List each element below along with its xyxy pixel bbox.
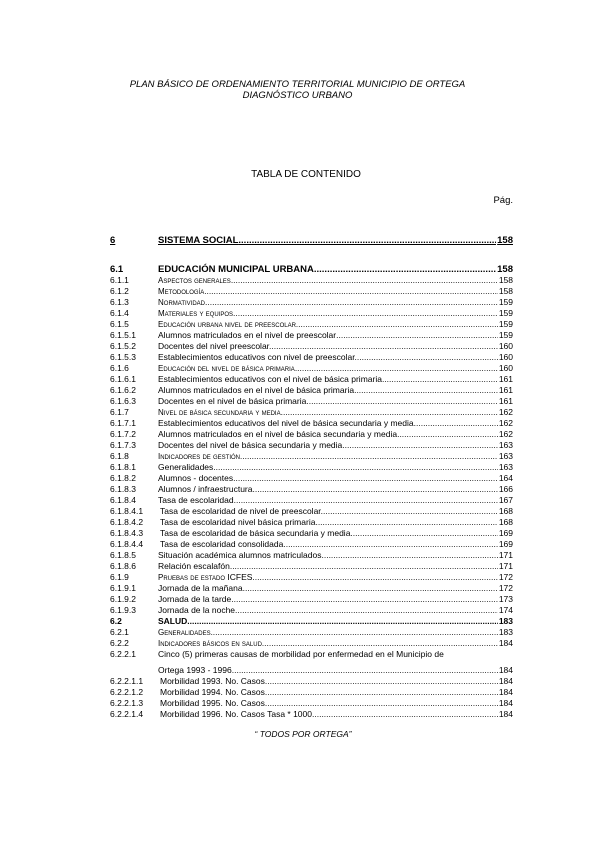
entry-label: Morbilidad 1994. No. Casos [160, 687, 265, 697]
entry-number: 6.1.5 [110, 319, 129, 329]
entry-number: 6.1.7.2 [110, 429, 136, 439]
toc-entry[interactable] [110, 594, 513, 605]
entry-page: 168 [498, 506, 513, 516]
entry-page: 168 [498, 517, 513, 527]
entry-number: 6.1.9.1 [110, 583, 136, 593]
entry-label: Normatividad [158, 298, 206, 307]
entry-page: 166 [498, 484, 513, 494]
dot-leader [233, 308, 498, 319]
entry-label: Cinco (5) primeras causas de morbilidad por enfermedad en el Municipio de [158, 649, 444, 659]
entry-label: Morbilidad 1996. No. Casos Tasa * 1000 [160, 709, 312, 719]
entry-label: Generalidades [158, 462, 214, 472]
toc-entry[interactable] [110, 363, 513, 374]
entry-number: 6.1.2 [110, 286, 129, 296]
dot-leader [354, 385, 498, 396]
entry-number: 6.1.9.2 [110, 594, 136, 604]
toc-entry[interactable] [110, 352, 513, 363]
entry-number: 6.1.6.2 [110, 385, 136, 395]
dot-leader [213, 627, 498, 638]
entry-page: 171 [498, 550, 513, 560]
entry-number: 6.1.8.3 [110, 484, 136, 494]
entry-label: Tasa de escolaridad nivel básica primaria. [160, 517, 318, 527]
entry-label: Docentes del nivel preescolar. [158, 341, 272, 351]
toc-entry[interactable] [110, 275, 513, 286]
toc-entry[interactable] [110, 528, 513, 539]
toc-entry[interactable] [110, 319, 513, 330]
entry-label: SISTEMA SOCIAL [158, 235, 239, 246]
toc-entry[interactable] [110, 539, 513, 550]
toc-entry[interactable] [110, 418, 513, 429]
toc-entry[interactable] [110, 649, 513, 660]
toc-title: TABLA DE CONTENIDO [251, 169, 361, 180]
entry-label: Tasa de escolaridad de básica secundaria y media [160, 528, 351, 538]
entry-page: 184 [498, 687, 513, 697]
entry-page: 174 [498, 605, 513, 615]
entry-number: 6.2.2.1.1 [110, 676, 144, 686]
entry-label: Alumnos matriculados en el nivel de básica primaria [158, 385, 355, 395]
toc-entry[interactable] [110, 286, 513, 297]
dot-leader [312, 709, 498, 720]
toc-entry[interactable] [110, 330, 513, 341]
dot-leader [242, 451, 498, 462]
toc-entry[interactable] [110, 451, 513, 462]
entry-label: Materiales y equipos [158, 309, 234, 318]
entry-label: Jornada de la mañana. [158, 583, 245, 593]
dot-leader [245, 583, 498, 594]
entry-page: 184 [498, 698, 513, 708]
toc-entry[interactable] [110, 407, 513, 418]
entry-page: 169 [498, 539, 513, 549]
toc-entry[interactable] [110, 550, 513, 561]
entry-page: 159 [498, 308, 513, 318]
entry-number: 6.1.7.1 [110, 418, 136, 428]
entry-label: Tasa de escolaridad de nivel de preescolar. [160, 506, 324, 516]
entry-number: 6.1.4 [110, 308, 129, 318]
entry-number: 6.2.2.1.4 [110, 709, 144, 719]
dot-leader [286, 539, 498, 550]
entry-page: 163 [498, 440, 513, 450]
dot-leader [271, 341, 497, 352]
entry-page: 184 [498, 638, 513, 648]
entry-label: Docentes del nivel de básica secundaria y media. [158, 440, 345, 450]
toc-entry[interactable] [110, 676, 513, 687]
entry-number: 6.2 [110, 616, 122, 626]
entry-label: Alumnos matriculados en el nivel de preescolar [158, 330, 337, 340]
entry-number: 6.1.6.1 [110, 374, 136, 384]
entry-page: 162 [498, 407, 513, 417]
dot-leader [298, 319, 498, 330]
entry-page: 184 [498, 676, 513, 686]
dot-leader [416, 418, 498, 429]
entry-label: Alumnos - docentes. [158, 473, 236, 483]
toc-entry[interactable] [110, 572, 513, 583]
entry-number: 6.1.6.3 [110, 396, 136, 406]
entry-label: Morbilidad 1995. No. Casos [160, 698, 265, 708]
toc-entry[interactable] [110, 605, 513, 616]
dot-leader [306, 396, 497, 407]
dot-leader [345, 440, 498, 451]
toc-entry[interactable] [110, 297, 513, 308]
entry-number: 6.1.9.3 [110, 605, 136, 615]
dot-leader [281, 407, 498, 418]
entry-number: 6.2.2.1 [110, 649, 136, 659]
dot-leader [235, 605, 498, 616]
entry-label: Tasa de escolaridad consolidada. [160, 539, 286, 549]
entry-label: Pruebas de estado ICFES. [158, 572, 255, 582]
entry-label: Alumnos matriculados en el nivel de básica secundaria y media [158, 429, 398, 439]
entry-label: Situación académica alumnos matriculados [158, 550, 322, 560]
entry-label: EDUCACIÓN MUNICIPAL URBANA [158, 264, 314, 275]
entry-page: 161 [498, 396, 513, 406]
entry-number: 6.1.7.3 [110, 440, 136, 450]
entry-page: 162 [498, 429, 513, 439]
entry-label: Aspectos generales [158, 276, 231, 285]
toc-entry[interactable] [110, 374, 513, 385]
dot-leader [265, 676, 498, 687]
entry-number: 6.1.7 [110, 407, 129, 417]
toc-entry[interactable] [110, 561, 513, 572]
toc-entry[interactable] [110, 473, 513, 484]
dot-leader [206, 286, 497, 297]
toc-entry[interactable] [110, 506, 513, 517]
entry-label: Educación del nivel de básica primaria [158, 364, 295, 373]
entry-page: 160 [498, 341, 513, 351]
entry-label: Jornada de la tarde. [158, 594, 234, 604]
dot-leader [314, 264, 496, 275]
dot-leader [213, 462, 498, 473]
toc-entry[interactable] [110, 440, 513, 451]
entry-number: 6.1.5.3 [110, 352, 136, 362]
dot-leader [255, 484, 498, 495]
entry-number: 6.1.8 [110, 451, 129, 461]
entry-page: 167 [498, 495, 513, 505]
page-column-label: Pág. [493, 195, 513, 206]
entry-page: 163 [498, 451, 513, 461]
entry-label: Alumnos / infraestructura. [158, 484, 255, 494]
toc-entry[interactable] [110, 698, 513, 709]
entry-page: 169 [498, 528, 513, 538]
toc-entry[interactable] [110, 341, 513, 352]
toc-entry[interactable] [110, 308, 513, 319]
entry-page: 163 [498, 462, 513, 472]
dot-leader [234, 495, 498, 506]
toc-entry[interactable] [110, 517, 513, 528]
entry-number: 6.1.5.1 [110, 330, 136, 340]
entry-page: 184 [498, 665, 513, 675]
dot-leader [357, 352, 498, 363]
dot-leader [321, 550, 497, 561]
dot-leader [205, 297, 498, 308]
dot-leader [235, 473, 497, 484]
dot-leader [265, 698, 498, 709]
toc-entry[interactable] [110, 429, 513, 440]
entry-page: 184 [498, 709, 513, 719]
dot-leader [230, 561, 498, 572]
entry-number: 6.1.8.4.3 [110, 528, 144, 538]
entry-label: Establecimientos educativos con el nivel de básica primaria. [158, 374, 385, 384]
entry-number: 6.1.8.4.4 [110, 539, 144, 549]
entry-number: 6.1.8.4.1 [110, 506, 144, 516]
entry-label: Generalidades. [158, 628, 213, 637]
header-title: PLAN BÁSICO DE ORDENAMIENTO TERRITORIAL MUNICIPIO DE ORTEGA [129, 79, 466, 90]
entry-label: Metodología. [158, 287, 207, 296]
entry-page: 158 [498, 286, 513, 296]
entry-number: 6.1.8.6 [110, 561, 136, 571]
dot-leader [265, 687, 498, 698]
entry-page: 158 [498, 275, 513, 285]
toc-entry[interactable] [110, 687, 513, 698]
dot-leader [231, 275, 498, 286]
toc-entry-continuation[interactable] [110, 665, 513, 676]
entry-number: 6.1.8.2 [110, 473, 136, 483]
entry-number: 6.1 [110, 264, 124, 275]
toc-entry[interactable] [110, 235, 513, 246]
toc-entry[interactable] [110, 462, 513, 473]
footer-motto: “ TODOS POR ORTEGA” [254, 729, 352, 739]
entry-page: 162 [498, 418, 513, 428]
entry-number: 6.1.8.5 [110, 550, 136, 560]
entry-page: 164 [498, 473, 513, 483]
entry-page: 160 [498, 352, 513, 362]
entry-page: 160 [498, 363, 513, 373]
entry-number: 6.1.8.4.2 [110, 517, 144, 527]
toc-entry[interactable] [110, 709, 513, 720]
dot-leader [187, 616, 498, 627]
entry-number: 6.2.2.1.3 [110, 698, 144, 708]
dot-leader [234, 594, 498, 605]
entry-label: Morbilidad 1993. No. Casos [160, 676, 265, 686]
entry-label: Educación urbana nivel de preescolar. [158, 320, 299, 329]
entry-number: 6.1.3 [110, 297, 129, 307]
toc-entry[interactable] [110, 264, 513, 275]
entry-number: 6.1.5.2 [110, 341, 136, 351]
entry-page: 159 [498, 330, 513, 340]
entry-page: 183 [498, 627, 513, 637]
dot-leader [234, 665, 498, 676]
entry-number: 6.1.6 [110, 363, 129, 373]
toc-entry[interactable] [110, 627, 513, 638]
toc-entry[interactable] [110, 484, 513, 495]
dot-leader [323, 506, 498, 517]
entry-label: Tasa de escolaridad [158, 495, 234, 505]
entry-page: 158 [497, 264, 513, 275]
dot-leader [350, 528, 497, 539]
entry-label: SALUD [158, 616, 188, 626]
entry-page: 159 [498, 297, 513, 307]
entry-page: 172 [498, 572, 513, 582]
header-subtitle: DIAGNÓSTICO URBANO [242, 90, 353, 101]
entry-label: Indicadores básicos en salud. [158, 639, 265, 648]
entry-page: 159 [498, 319, 513, 329]
entry-number: 6.1.8.4 [110, 495, 136, 505]
dot-leader [264, 638, 498, 649]
entry-page: 172 [498, 583, 513, 593]
entry-number: 6.1.1 [110, 275, 129, 285]
entry-label: Nivel de básica secundaria y media [158, 408, 281, 417]
entry-label: Establecimientos educativos con nivel de preescolar. [158, 352, 357, 362]
entry-number: 6.2.2.1.2 [110, 687, 144, 697]
entry-number: 6.2.2 [110, 638, 129, 648]
dot-leader [318, 517, 498, 528]
entry-page: 183 [498, 616, 513, 626]
toc-entry[interactable] [110, 495, 513, 506]
entry-label: Indicadores de gestión. [158, 452, 243, 461]
entry-page: 161 [498, 374, 513, 384]
entry-number: 6.1.8.1 [110, 462, 136, 472]
toc-entry[interactable] [110, 616, 513, 627]
entry-number: 6 [110, 235, 116, 246]
dot-leader [336, 330, 498, 341]
toc-entry[interactable] [110, 385, 513, 396]
entry-number: 6.2.1 [110, 627, 129, 637]
entry-page: 173 [498, 594, 513, 604]
dot-leader [255, 572, 498, 583]
entry-number: 6.1.9 [110, 572, 129, 582]
dot-leader [295, 363, 498, 374]
entry-page: 158 [497, 235, 513, 246]
toc-entry[interactable] [110, 638, 513, 649]
entry-label: Establecimientos educativos del nivel de básica secundaria y media. [158, 418, 416, 428]
entry-label: Jornada de la noche [158, 605, 236, 615]
dot-leader [238, 235, 496, 246]
dot-leader [384, 374, 498, 385]
entry-label: Relación escalafón [158, 561, 230, 571]
entry-label: Docentes en el nivel de básica primaria [158, 396, 307, 406]
toc-entry[interactable] [110, 583, 513, 594]
entry-page: 161 [498, 385, 513, 395]
dot-leader [397, 429, 498, 440]
entry-page: 171 [498, 561, 513, 571]
toc-entry[interactable] [110, 396, 513, 407]
entry-label: Ortega 1993 - 1996. [158, 665, 235, 675]
